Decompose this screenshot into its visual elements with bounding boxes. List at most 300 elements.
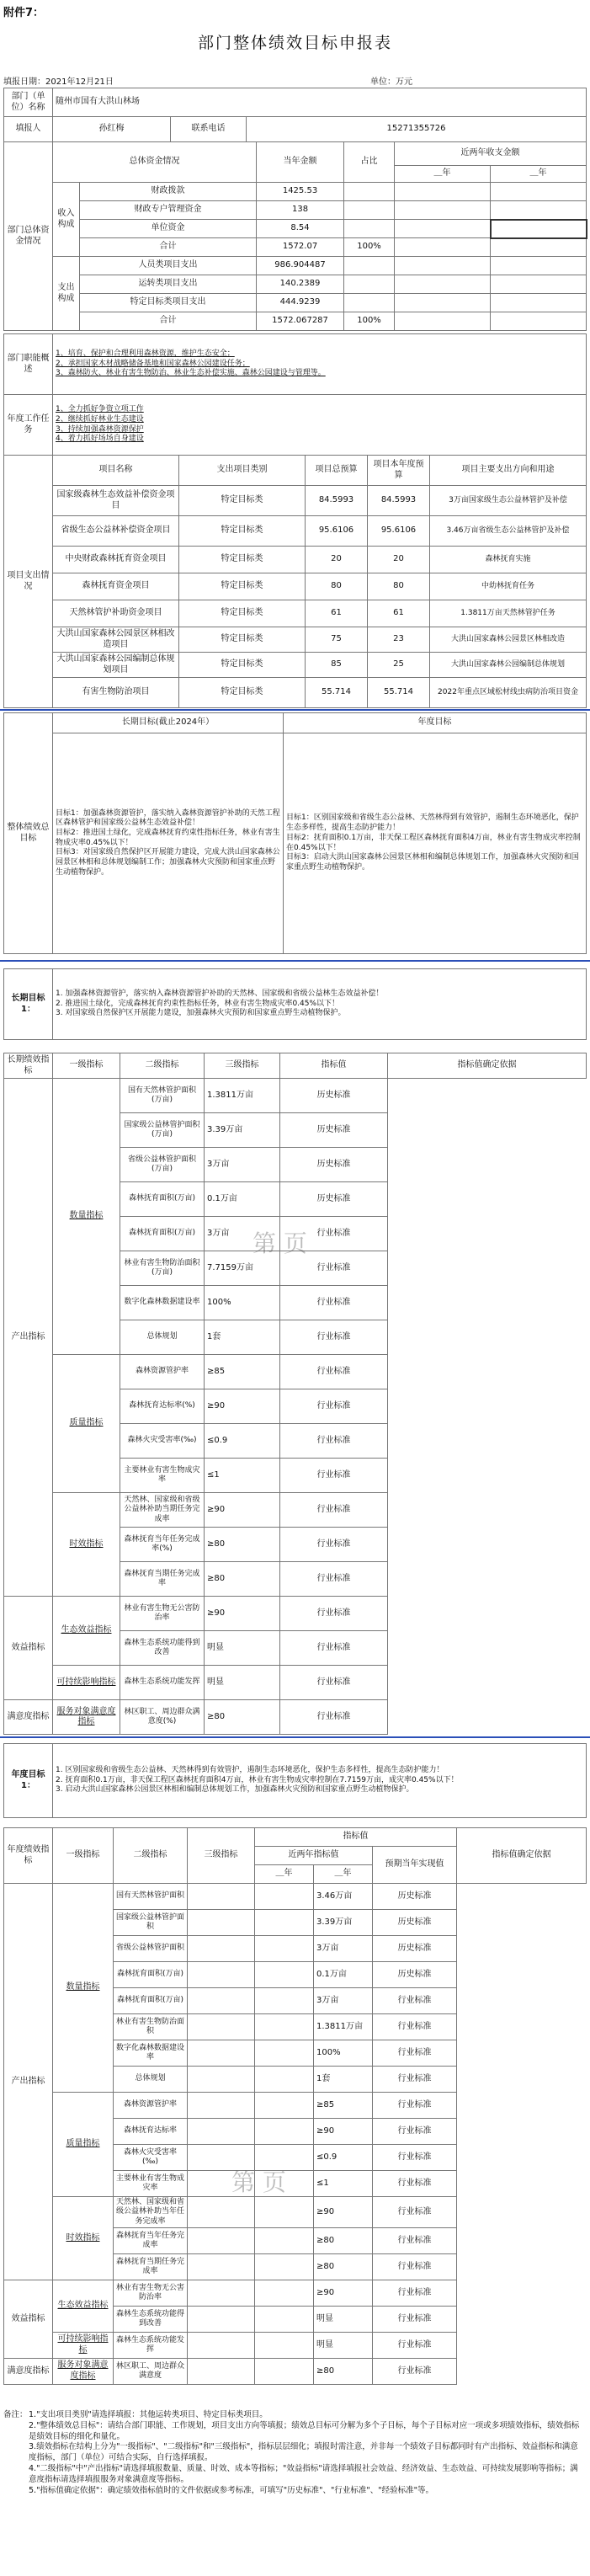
income-row: 财政拨款 (80, 183, 257, 201)
perf-recent (255, 1962, 314, 1988)
perf-recent (188, 1910, 255, 1936)
col-recent: 近两年指标值 (255, 1847, 373, 1865)
page-watermark: 第 页 (231, 2168, 286, 2196)
perf-l3: 天然林、国家级和省级公益林补助当年任务完成率 (114, 2197, 188, 2228)
funds-table (3, 141, 587, 331)
expense-row: 合计 (80, 312, 257, 331)
project-use: 3万亩国家级生态公益林管护及补偿 (430, 486, 587, 516)
project-total: 55.714 (306, 678, 368, 708)
perf-recent (255, 2093, 314, 2119)
long-goal-item: 3. 对国家级自然保护区开展能力建设，加强森林火灾预防和国家重点野生动植物保护。 (56, 1009, 346, 1018)
section-divider (0, 960, 590, 962)
perf-row (4, 2280, 587, 2306)
project-type: 特定目标类 (179, 573, 306, 600)
perf-l3: 国有天然林管护面积(万亩) (120, 1079, 205, 1113)
year-target-head: 年度目标 (284, 713, 587, 733)
expense-ratio: 100% (344, 312, 395, 331)
project-use: 中幼林抚育任务 (430, 573, 587, 600)
perf-recent (188, 1962, 255, 1988)
note-item: 4."二级指标"中"产出指标"请选择填报数量、质量、时效、成本等指标；"效益指标"请选择填报社会效益、经济效益、生态效益、可持续发展影响等指标；满意度指标请选择填报服务对象满意度等指标。 (29, 2464, 578, 2484)
perf-l3: 林区职工、周边群众满意度 (114, 2358, 188, 2384)
perf-l2: 生态效益指标 (53, 1597, 120, 1666)
project-total: 85 (306, 653, 368, 678)
perf-basis: 历史标准 (280, 1113, 388, 1148)
perf-basis: 行业标准 (280, 1389, 388, 1424)
projects-col-name: 项目名称 (53, 456, 179, 486)
project-name: 有害生物防治项目 (53, 678, 179, 708)
project-year: 61 (368, 600, 430, 627)
funds-ratio-col: 占比 (344, 142, 395, 183)
note-item: 5."指标值确定依据"：确定绩效指标值时的文件依据或参考标准，可填写"历史标准"、"行业标准"、"经验标准"等。 (29, 2485, 434, 2495)
perf-basis: 历史标准 (373, 1910, 457, 1936)
col-expected: 预期当年实现值 (373, 1847, 457, 1884)
perf-basis: 行业标准 (373, 2067, 457, 2093)
phone-label: 联系电话 (171, 117, 247, 142)
project-type: 特定目标类 (179, 547, 306, 573)
project-name: 大洪山国家森林公园编制总体规划项目 (53, 653, 179, 678)
perf-recent (255, 1884, 314, 1910)
project-use: 大洪山国家森林公园景区林相改造 (430, 627, 587, 653)
overall-label: 整体绩效总目标 (4, 713, 53, 954)
col-v: 指标值 (255, 1828, 457, 1847)
perf-row (4, 1079, 587, 1113)
expense-ratio (344, 257, 395, 275)
perf-value: ≥85 (205, 1355, 280, 1389)
task-item: 2、继续抓好林业生态建设 (56, 414, 144, 424)
project-type: 特定目标类 (179, 653, 306, 678)
perf-basis: 行业标准 (373, 2171, 457, 2197)
funds-year-a: ＿年 (395, 166, 491, 183)
funds-year-b: ＿年 (491, 166, 587, 183)
tasks-label: 年度工作任务 (4, 395, 53, 456)
perf-value: ≥80 (314, 2253, 373, 2280)
year-target-text: 目标1：区别国家级和省级生态公益林、天然林得到有效管护，遏制生态环境恶化，保护生态多样性，提高生态防护能力！ 目标2：抚育面积0.1万亩，非天保工程区森林抚育面积4万亩，林业有害生物成灾率控制在0.45%以下！ 目标3：启动大洪山国家森林公园景区林相和编制总体规划工作，加强森林火灾预防和国家重点野生动植物保护。 (284, 733, 587, 954)
perf-value: ≥80 (205, 1528, 280, 1562)
header-table (3, 88, 587, 142)
perf-l2: 服务对象满意度指标 (53, 2358, 114, 2384)
project-year: 80 (368, 573, 430, 600)
perf-l3: 森林抚育面积(万亩) (120, 1217, 205, 1251)
perf-value: ≤0.9 (314, 2145, 373, 2171)
perf-basis: 行业标准 (373, 2145, 457, 2171)
perf-l3: 森林抚育当年任务完成率 (114, 2227, 188, 2253)
project-use: 3.46万亩省级生态公益林管护及补偿 (430, 516, 587, 547)
col-l1: 一级指标 (53, 1828, 114, 1884)
perf-basis: 行业标准 (280, 1700, 388, 1735)
perf-l2: 时效指标 (53, 2197, 114, 2280)
projects-col-year: 项目本年度预算 (368, 456, 430, 486)
perf-l2: 生态效益指标 (53, 2280, 114, 2332)
overall-table (3, 712, 587, 954)
perf-value: ≥90 (314, 2119, 373, 2145)
filler-label: 填报人 (4, 117, 53, 142)
perf-l3: 林业有害生物无公害防治率 (120, 1597, 205, 1631)
perf-value: 明显 (314, 2332, 373, 2358)
page-watermark: 第 页 (252, 1229, 307, 1257)
notes (3, 2410, 584, 2497)
perf-l2: 可持续影响指标 (53, 1666, 120, 1700)
perf-l2: 数量指标 (53, 1079, 120, 1355)
perf-l2: 质量指标 (53, 1355, 120, 1493)
perf-basis: 行业标准 (373, 2040, 457, 2067)
perf-basis: 行业标准 (373, 2280, 457, 2306)
perf-l3: 数字化森林数据建设率 (120, 1286, 205, 1320)
dept-value: 随州市国有大洪山林场 (53, 88, 587, 117)
project-use: 大洪山国家森林公园编制总体规划 (430, 653, 587, 678)
expense-label: 支出构成 (53, 257, 80, 331)
perf-l3: 国家级公益林管护面积(万亩) (120, 1113, 205, 1148)
col-l2: 二级指标 (114, 1828, 188, 1884)
project-total: 61 (306, 600, 368, 627)
section-divider (0, 709, 590, 711)
col-b: 指标值确定依据 (457, 1828, 587, 1884)
perf-recent (188, 2014, 255, 2040)
note-item: 1."支出项目类别"请选择填报：其他运转类项目、特定目标类项目。 (29, 2410, 268, 2419)
perf-recent (188, 1884, 255, 1910)
perf-basis: 行业标准 (280, 1424, 388, 1459)
perf-recent (255, 2306, 314, 2332)
perf-l2: 质量指标 (53, 2093, 114, 2197)
projects-col-use: 项目主要支出方向和用途 (430, 456, 587, 486)
long-goal-label: 长期目标1： (4, 969, 53, 1040)
year-a: ＿年 (255, 1865, 314, 1884)
project-use: 1.3811万亩天然林管护任务 (430, 600, 587, 627)
duty-item: 2、承担国家木材战略储备基地和国家森林公园建设任务； (56, 359, 250, 368)
perf-recent (255, 2145, 314, 2171)
project-year: 84.5993 (368, 486, 430, 516)
project-type: 特定目标类 (179, 486, 306, 516)
perf-l3: 森林生态系统功能得到改善 (120, 1631, 205, 1666)
perf-l1: 产出指标 (4, 1884, 53, 2280)
dept-label: 部门（单位）名称 (4, 88, 53, 117)
project-type: 特定目标类 (179, 516, 306, 547)
year-goal-table (3, 1743, 587, 1818)
perf-value: 3.39万亩 (314, 1910, 373, 1936)
perf-recent (188, 2093, 255, 2119)
perf-value: ≥90 (314, 2197, 373, 2228)
income-ratio (344, 220, 395, 238)
col-l3: 三级指标 (188, 1828, 255, 1884)
duty-item: 1、培育、保护和合理利用森林资源，维护生态安全； (56, 349, 235, 358)
filler-value: 孙红梅 (53, 117, 171, 142)
perf-value: ≥85 (314, 2093, 373, 2119)
perf-l3: 国家级公益林管护面积 (114, 1910, 188, 1936)
perf-value: ≥90 (205, 1493, 280, 1528)
perf-l2: 数量指标 (53, 1884, 114, 2093)
perf-value: 1套 (205, 1320, 280, 1355)
perf-recent (255, 2119, 314, 2145)
perf-value: ≥80 (314, 2227, 373, 2253)
perf-value: 明显 (314, 2306, 373, 2332)
perf-recent (255, 2171, 314, 2197)
col-l2: 二级指标 (120, 1053, 205, 1079)
project-year: 25 (368, 653, 430, 678)
perf-basis: 历史标准 (280, 1148, 388, 1182)
perf-l3: 森林生态系统功能发挥 (120, 1666, 205, 1700)
perf-l3: 林业有害生物防治面积 (114, 2014, 188, 2040)
year-perf-label: 年度绩效指标 (4, 1828, 53, 1884)
funds-total-col: 总体资金情况 (53, 142, 257, 183)
perf-recent (188, 2253, 255, 2280)
long-goal-list (53, 969, 587, 1040)
duties-list (53, 334, 587, 395)
perf-value: ≥90 (314, 2280, 373, 2306)
perf-recent (255, 1910, 314, 1936)
perf-l2: 服务对象满意度指标 (53, 1700, 120, 1735)
income-amount: 1425.53 (257, 183, 344, 201)
expense-ratio (344, 275, 395, 294)
long-goal-table (3, 968, 587, 1040)
projects-table (3, 455, 587, 708)
perf-recent (188, 2227, 255, 2253)
perf-basis: 行业标准 (373, 2119, 457, 2145)
perf-recent (255, 2253, 314, 2280)
projects-label: 项目支出情况 (4, 456, 53, 708)
perf-recent (255, 2332, 314, 2358)
perf-basis: 行业标准 (373, 2093, 457, 2119)
funds-current-col: 当年金额 (257, 142, 344, 183)
year-perf-table (3, 1827, 587, 2385)
perf-recent (188, 2332, 255, 2358)
perf-recent (188, 2067, 255, 2093)
perf-basis: 行业标准 (280, 1631, 388, 1666)
project-use: 森林抚育实施 (430, 547, 587, 573)
project-total: 80 (306, 573, 368, 600)
project-year: 95.6106 (368, 516, 430, 547)
project-year: 20 (368, 547, 430, 573)
perf-row (4, 1666, 587, 1700)
perf-recent (188, 2280, 255, 2306)
expense-amount: 140.2389 (257, 275, 344, 294)
project-year: 55.714 (368, 678, 430, 708)
perf-value: ≥80 (314, 2358, 373, 2384)
project-name: 天然林管护补助资金项目 (53, 600, 179, 627)
perf-value: 3.39万亩 (205, 1113, 280, 1148)
year-goal-item: 3. 启动大洪山国家森林公园景区林相和编制总体规划工作，加强森林火灾预防和国家重点野生动植物保护。 (56, 1785, 414, 1795)
perf-recent (188, 1936, 255, 1962)
unit-label: 单位：万元 (370, 77, 412, 87)
income-amount: 8.54 (257, 220, 344, 238)
perf-value: 1.3811万亩 (314, 2014, 373, 2040)
perf-basis: 行业标准 (280, 1217, 388, 1251)
income-ratio: 100% (344, 238, 395, 257)
perf-l3: 数字化森林数据建设率 (114, 2040, 188, 2067)
income-ratio (344, 201, 395, 220)
perf-l3: 森林抚育面积(万亩) (120, 1182, 205, 1217)
perf-row (4, 2093, 587, 2119)
perf-row (4, 2358, 587, 2384)
perf-l1: 产出指标 (4, 1079, 53, 1597)
perf-l3: 森林抚育当期任务完成率 (114, 2253, 188, 2280)
perf-l3: 总体规划 (120, 1320, 205, 1355)
perf-l3: 森林火灾受害率(‰) (114, 2145, 188, 2171)
perf-value: 0.1万亩 (205, 1182, 280, 1217)
perf-recent (188, 2145, 255, 2171)
task-item: 3、持续加强森林资源保护 (56, 424, 144, 434)
income-amount: 138 (257, 201, 344, 220)
expense-amount: 444.9239 (257, 294, 344, 312)
long-goal-item: 2. 推进国土绿化，完成森林抚育约束性指标任务，林业有害生物成灾率0.45%以下！ (56, 999, 340, 1008)
perf-value: 100% (314, 2040, 373, 2067)
income-row: 财政专户管理资金 (80, 201, 257, 220)
perf-recent (255, 2358, 314, 2384)
perf-l2: 时效指标 (53, 1493, 120, 1597)
perf-l1: 满意度指标 (4, 2358, 53, 2384)
perf-recent (255, 1988, 314, 2014)
col-v: 指标值 (280, 1053, 388, 1079)
perf-l1: 效益指标 (4, 1597, 53, 1700)
income-row: 合计 (80, 238, 257, 257)
perf-l1: 效益指标 (4, 2280, 53, 2358)
long-target-text: 目标1：加强森林资源管护，落实纳入森林资源管护补助的天然工程区森林管护和国家级公益林生态效益补偿！ 目标2：推进国土绿化，完成森林抚育约束性指标任务，林业有害生物成灾率0.45%以下！ 目标3：对国家级自然保护区开展能力建设，完成大洪山国家森林公园景区林相和总体规划编制工作；加强森林火灾预防和国家重点野生动植物保护。 (53, 733, 284, 954)
col-l1: 一级指标 (53, 1053, 120, 1079)
duties-table (3, 333, 587, 456)
perf-value: ≤1 (205, 1459, 280, 1493)
expense-ratio (344, 294, 395, 312)
funds-section-label: 部门总体资金情况 (4, 142, 53, 331)
perf-l3: 森林资源管护率 (120, 1355, 205, 1389)
perf-basis: 行业标准 (280, 1597, 388, 1631)
perf-l3: 主要林业有害生物成灾率 (114, 2171, 188, 2197)
perf-l3: 省级公益林管护面积 (114, 1936, 188, 1962)
income-ratio (344, 183, 395, 201)
perf-value: 100% (205, 1286, 280, 1320)
perf-value: 1套 (314, 2067, 373, 2093)
perf-value: 3万亩 (205, 1217, 280, 1251)
perf-recent (188, 2040, 255, 2067)
perf-basis: 行业标准 (280, 1562, 388, 1597)
perf-basis: 行业标准 (373, 2253, 457, 2280)
notes-label: 备注： (3, 2410, 28, 2419)
perf-recent (255, 2280, 314, 2306)
page-title: 部门整体绩效目标申报表 (197, 34, 392, 52)
perf-l3: 总体规划 (114, 2067, 188, 2093)
project-total: 20 (306, 547, 368, 573)
project-name: 省级生态公益林补偿资金项目 (53, 516, 179, 547)
perf-l3: 森林抚育达标率(%) (120, 1389, 205, 1424)
perf-row (4, 1493, 587, 1528)
perf-value: 明显 (205, 1666, 280, 1700)
perf-l3: 森林抚育当年任务完成率(%) (120, 1528, 205, 1562)
perf-value: 3.46万亩 (314, 1884, 373, 1910)
perf-recent (188, 1988, 255, 2014)
perf-basis: 行业标准 (373, 2197, 457, 2228)
year-goal-item: 2. 抚育面积0.1万亩，非天保工程区森林抚育面积4万亩，林业有害生物成灾率控制在7.7159万亩，成灾率0.45%以下！ (56, 1775, 459, 1784)
project-type: 特定目标类 (179, 627, 306, 653)
expense-row: 运转类项目支出 (80, 275, 257, 294)
perf-value: 明显 (205, 1631, 280, 1666)
perf-recent (188, 2358, 255, 2384)
projects-col-type: 支出项目类别 (179, 456, 306, 486)
perf-basis: 行业标准 (280, 1320, 388, 1355)
perf-row (4, 1597, 587, 1631)
note-item: 3.绩效指标在结构上分为"一级指标"、"二级指标"和"三级指标"，指标层层细化；填报时需注意，并非每一个绩效子目标都同时有产出指标、效益指标和满意度指标，部门（单位）可结合实际，自行选择填报。 (29, 2442, 578, 2463)
perf-row (4, 2197, 587, 2228)
perf-basis: 行业标准 (373, 2332, 457, 2358)
perf-l3: 国有天然林管护面积 (114, 1884, 188, 1910)
phone-value: 15271355726 (247, 117, 587, 142)
perf-value: 3万亩 (314, 1988, 373, 2014)
perf-l3: 森林资源管护率 (114, 2093, 188, 2119)
task-item: 1、全力抓好争资立项工作 (56, 405, 144, 414)
long-target-head: 长期目标(截止2024年） (53, 713, 284, 733)
fill-date: 填报日期：2021年12月21日 (3, 77, 114, 87)
perf-recent (255, 2197, 314, 2228)
project-name: 森林抚育资金项目 (53, 573, 179, 600)
perf-value: ≤1 (314, 2171, 373, 2197)
project-name: 国家级森林生态效益补偿资金项目 (53, 486, 179, 516)
perf-value: 1.3811万亩 (205, 1079, 280, 1113)
perf-l3: 主要林业有害生物成灾率 (120, 1459, 205, 1493)
income-label: 收入构成 (53, 183, 80, 257)
perf-l3: 林业有害生物无公害防治率 (114, 2280, 188, 2306)
perf-l3: 森林抚育面积(万亩) (114, 1988, 188, 2014)
perf-basis: 历史标准 (373, 1884, 457, 1910)
project-year: 23 (368, 627, 430, 653)
perf-l3: 森林抚育面积(万亩) (114, 1962, 188, 1988)
perf-l3: 森林火灾受害率(‰) (120, 1424, 205, 1459)
perf-recent (188, 2119, 255, 2145)
perf-value: ≥80 (205, 1700, 280, 1735)
income-amount: 1572.07 (257, 238, 344, 257)
perf-l2: 可持续影响指标 (53, 2332, 114, 2358)
long-perf-label: 长期绩效指标 (4, 1053, 53, 1079)
perf-value: ≥80 (205, 1562, 280, 1597)
expense-amount: 986.904487 (257, 257, 344, 275)
perf-recent (188, 2197, 255, 2228)
perf-value: ≥90 (205, 1389, 280, 1424)
perf-basis: 行业标准 (280, 1459, 388, 1493)
long-goal-item: 1. 加强森林资源管护，落实纳入森林资源管护补助的天然林、国家级和省级公益林生态效益补偿！ (56, 989, 384, 998)
year-goal-item: 1. 区别国家级和省级生态公益林、天然林得到有效管护，遏制生态环境恶化，保护生态多样性，提高生态防护能力！ (56, 1765, 444, 1774)
perf-l3: 森林抚育当期任务完成率 (120, 1562, 205, 1597)
project-name: 中央财政森林抚育资金项目 (53, 547, 179, 573)
perf-value: 3万亩 (314, 1936, 373, 1962)
perf-basis: 行业标准 (280, 1493, 388, 1528)
year-b: ＿年 (314, 1865, 373, 1884)
expense-amount: 1572.067287 (257, 312, 344, 331)
perf-basis: 历史标准 (373, 1936, 457, 1962)
perf-l3: 森林抚育达标率 (114, 2119, 188, 2145)
col-b: 指标值确定依据 (388, 1053, 587, 1079)
perf-value: 3万亩 (205, 1148, 280, 1182)
annex-label: 附件7： (3, 7, 45, 19)
perf-l3: 省级公益林管护面积(万亩) (120, 1148, 205, 1182)
col-l3: 三级指标 (205, 1053, 280, 1079)
perf-basis: 行业标准 (280, 1528, 388, 1562)
perf-l3: 林区职工、周边群众满意度(%) (120, 1700, 205, 1735)
year-goal-list (53, 1744, 587, 1818)
year-goal-label: 年度目标1： (4, 1744, 53, 1818)
expense-row: 特定目标类项目支出 (80, 294, 257, 312)
perf-l3: 森林生态系统功能得到改善 (114, 2306, 188, 2332)
project-type: 特定目标类 (179, 678, 306, 708)
perf-l3: 森林生态系统功能发挥 (114, 2332, 188, 2358)
project-type: 特定目标类 (179, 600, 306, 627)
perf-recent (255, 2067, 314, 2093)
perf-basis: 行业标准 (373, 2227, 457, 2253)
perf-value: ≤0.9 (205, 1424, 280, 1459)
perf-basis: 行业标准 (373, 2306, 457, 2332)
project-total: 95.6106 (306, 516, 368, 547)
funds-recent-col: 近两年收支金额 (395, 142, 587, 166)
perf-value: 7.7159万亩 (205, 1251, 280, 1286)
tasks-list (53, 395, 587, 456)
note-item: 2."整体绩效总目标"：请结合部门职能、工作规划，项目支出方向等填报；绩效总目标可分解为多个子目标，每个子目标对应一项或多项绩效指标，绩效指标是绩效目标的细化和量化。 (29, 2420, 580, 2441)
project-name: 大洪山国家森林公园景区林相改造项目 (53, 627, 179, 653)
section-divider (0, 1736, 590, 1738)
expense-row: 人员类项目支出 (80, 257, 257, 275)
